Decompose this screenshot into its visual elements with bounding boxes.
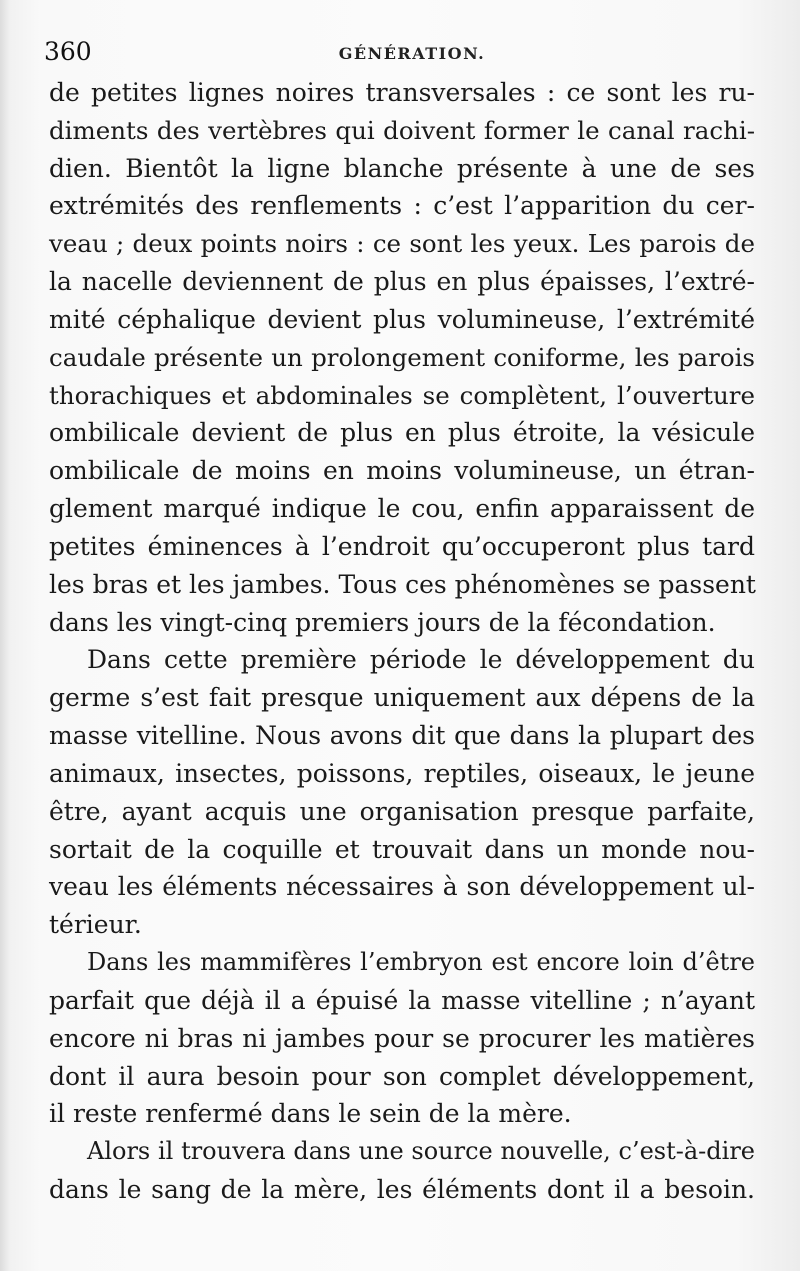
text-line: ombilicale de moins en moins volumineuse, un étran- bbox=[49, 456, 755, 486]
text-line: de petites lignes noires transversales : ce sont les ru- bbox=[49, 78, 755, 107]
text-line: les bras et les jambes. Tous ces phénomènes se passent bbox=[49, 569, 756, 599]
text-line: dans les vingt-cinq premiers jours de la fécondation. bbox=[49, 607, 716, 637]
text-line: masse vitelline. Nous avons dit que dans la plupart des bbox=[49, 721, 755, 751]
text-line: sortait de la coquille et trouvait dans un monde nou- bbox=[49, 834, 755, 864]
text-line: dont il aura besoin pour son complet développement, bbox=[49, 1061, 755, 1091]
paragraph-start-line: Alors il trouvera dans une source nouvelle, c’est-à-dire bbox=[87, 1137, 755, 1166]
text-line: veau les éléments nécessaires à son développement ul- bbox=[49, 872, 755, 902]
text-line: encore ni bras ni jambes pour se procurer les matières bbox=[49, 1023, 755, 1053]
page-header bbox=[44, 36, 750, 68]
paragraph-start-line: Dans cette première période le développement du bbox=[87, 645, 755, 675]
text-line: veau ; deux points noirs : ce sont les yeux. Les parois de bbox=[49, 229, 755, 259]
text-line: animaux, insectes, poissons, reptiles, oiseaux, le jeune bbox=[49, 758, 755, 788]
paragraph-start-line: Dans les mammifères l’embryon est encore loin d’être bbox=[87, 948, 755, 977]
text-line: thorachiques et abdominales se complètent, l’ouverture bbox=[49, 380, 755, 410]
text-line: caudale présente un prolongement coniforme, les parois bbox=[49, 342, 755, 372]
text-line: dans le sang de la mère, les éléments dont il a besoin. bbox=[49, 1175, 755, 1205]
body-text bbox=[49, 74, 755, 1209]
page-number: 360 bbox=[44, 37, 92, 66]
text-line: dien. Bientôt la ligne blanche présente à une de ses bbox=[49, 153, 755, 183]
text-line: germe s’est fait presque uniquement aux dépens de la bbox=[49, 683, 755, 713]
text-line: ombilicale devient de plus en plus étroite, la vésicule bbox=[49, 418, 755, 448]
text-line: être, ayant acquis une organisation presque parfaite, bbox=[49, 796, 755, 826]
text-line: mité céphalique devient plus volumineuse, l’extrémité bbox=[49, 304, 755, 334]
text-line: la nacelle deviennent de plus en plus épaisses, l’extré- bbox=[49, 267, 755, 297]
text-line: diments des vertèbres qui doivent former le canal rachi- bbox=[49, 115, 755, 145]
text-line: extrémités des renflements : c’est l’apparition du cer- bbox=[49, 191, 755, 221]
text-line: glement marqué indique le cou, enfin apparaissent de bbox=[49, 494, 755, 524]
text-line: petites éminences à l’endroit qu’occuperont plus tard bbox=[49, 531, 755, 561]
text-line: térieur. bbox=[49, 910, 142, 940]
text-line: parfait que déjà il a épuisé la masse vitelline ; n’ayant bbox=[49, 985, 755, 1015]
running-head: GÉNÉRATION. bbox=[338, 44, 486, 63]
text-line: il reste renfermé dans le sein de la mère. bbox=[49, 1099, 572, 1129]
